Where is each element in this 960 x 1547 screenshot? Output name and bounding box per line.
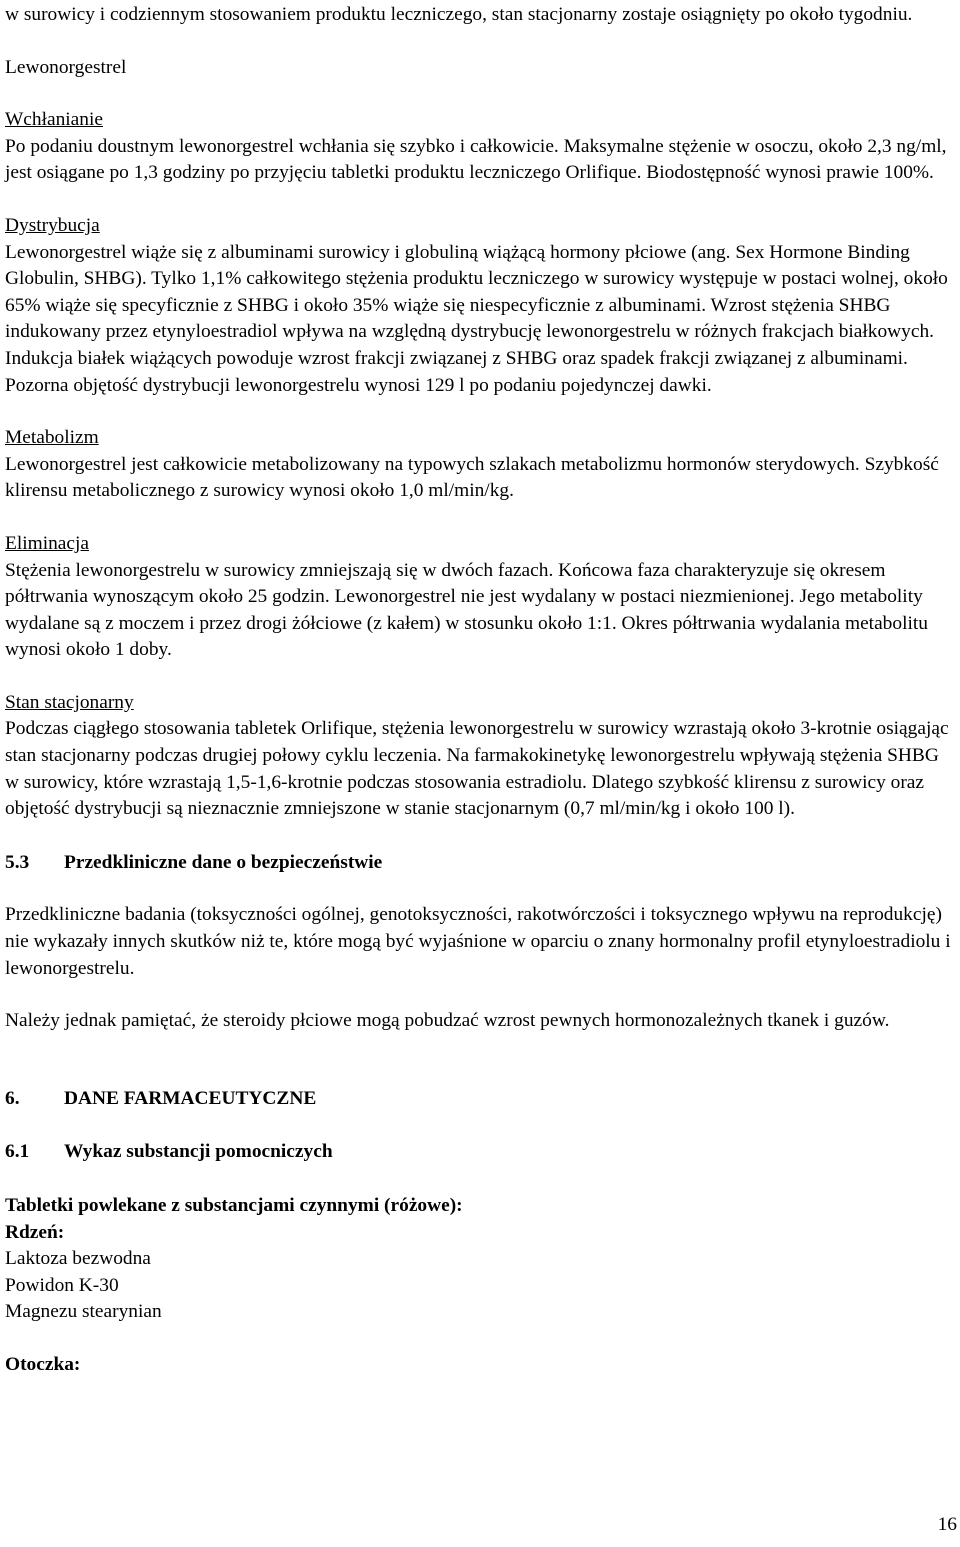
elimination-heading: Eliminacja [5, 532, 89, 554]
section-number: 6. [5, 1087, 20, 1109]
section-6-1-heading [5, 1139, 955, 1166]
levonorgestrel-heading: Lewonorgestrel [5, 56, 127, 78]
section-title: DANE FARMACEUTYCZNE [64, 1087, 317, 1109]
section-number: 5.3 [5, 851, 30, 873]
distribution-text: Lewonorgestrel wiąże się z albuminami surowicy i globuliną wiążącą hormony płciowe (ang. Sex Hormone Binding Globulin, SHBG). Tylko 1,1% całkowitego stężenia produktu leczniczego w surowicy występuje w postaci wolnej, około 65% wiąże się specyficznie z SHBG i około 35% wiąże się niespecyficznie z albuminami. Wzrost stężenia SHBG indukowany przez etynyloestradiol wpływa na względną dystrybucję lewonorgestrelu w różnych frakcjach białkowych. Indukcja białek wiążących powoduje wzrost frakcji związanej z SHBG oraz spadek frakcji związanej z albuminami. Pozorna objętość dystrybucji lewonorgestrelu wynosi 129 l po podaniu pojedynczej dawki. [5, 241, 948, 396]
steady-state-heading: Stan stacjonarny [5, 691, 134, 713]
metabolism-text: Lewonorgestrel jest całkowicie metabolizowany na typowych szlakach metabolizmu hormonów sterydowych. Szybkość klirensu metabolicznego z surowicy wynosi około 1,0 ml/min/kg. [5, 453, 939, 502]
steady-state-text: Podczas ciągłego stosowania tabletek Orlifique, stężenia lewonorgestrelu w surowicy wzrastają około 3-krotnie osiągając stan stacjonarny podczas drugiej połowy cyklu leczenia. Na farmakokinetykę lewonorgestrelu wpływają stężenia SHBG w surowicy, które wzrastają 1,5-1,6-krotnie podczas stosowania estradiolu. Dlatego szybkość klirensu z surowicy oraz objętość dystrybucji są nieznacznie zmniejszone w stanie stacjonarnym (0,7 ml/min/kg i około 100 l). [5, 718, 949, 820]
distribution-heading: Dystrybucja [5, 214, 100, 236]
section-title: Przedkliniczne dane o bezpieczeństwie [64, 851, 383, 873]
section-title: Wykaz substancji pomocniczych [64, 1141, 333, 1163]
core-item: Laktoza bezwodna [5, 1248, 151, 1270]
core-item: Powidon K-30 [5, 1274, 119, 1296]
absorption-heading: Wchłanianie [5, 109, 103, 131]
intro-paragraph: w surowicy i codziennym stosowaniem produktu leczniczego, stan stacjonarny zostaje osiągnięty po około tygodniu. [5, 4, 913, 25]
section-5-3-heading [5, 850, 955, 877]
coating-heading: Otoczka: [5, 1353, 81, 1375]
page-number: 16 [937, 1514, 957, 1535]
core-item: Magnezu stearynian [5, 1301, 162, 1323]
metabolism-heading: Metabolizm [5, 427, 99, 449]
absorption-text: Po podaniu doustnym lewonorgestrel wchłania się szybko i całkowicie. Maksymalne stężenie w osoczu, około 2,3 ng/ml, jest osiągane po 1,3 godziny po przyjęciu tabletki produktu leczniczego Orlifique. Biodostępność wynosi prawie 100%. [5, 135, 947, 184]
tablets-heading: Tabletki powlekane z substancjami czynnymi (różowe): [5, 1195, 463, 1216]
section-number: 6.1 [5, 1141, 30, 1163]
core-heading: Rdzeń: [5, 1221, 65, 1243]
section-6-heading [5, 1086, 955, 1113]
elimination-text: Stężenia lewonorgestrelu w surowicy zmniejszają się w dwóch fazach. Końcowa faza charakteryzuje się okresem półtrwania wynoszącym około 25 godzin. Lewonorgestrel nie jest wydalany w postaci niezmienionej. Jego metabolity wydalane są z moczem i przez drogi żółciowe (z kałem) w stosunku około 1:1. Okres półtrwania wydalania metabolitu wynosi około 1 doby. [5, 559, 928, 661]
document-page [5, 0, 955, 1379]
preclinical-paragraph-2: Należy jednak pamiętać, że steroidy płciowe mogą pobudzać wzrost pewnych hormonozależnych tkanek i guzów. [5, 1010, 890, 1032]
preclinical-paragraph-1: Przedkliniczne badania (toksyczności ogólnej, genotoksyczności, rakotwórczości i toksycznego wpływu na reprodukcję) nie wykazały innych skutków niż te, które mogą być wyjaśnione w oparciu o znany hormonalny profil etynyloestradiolu i lewonorgestrelu. [5, 904, 951, 979]
